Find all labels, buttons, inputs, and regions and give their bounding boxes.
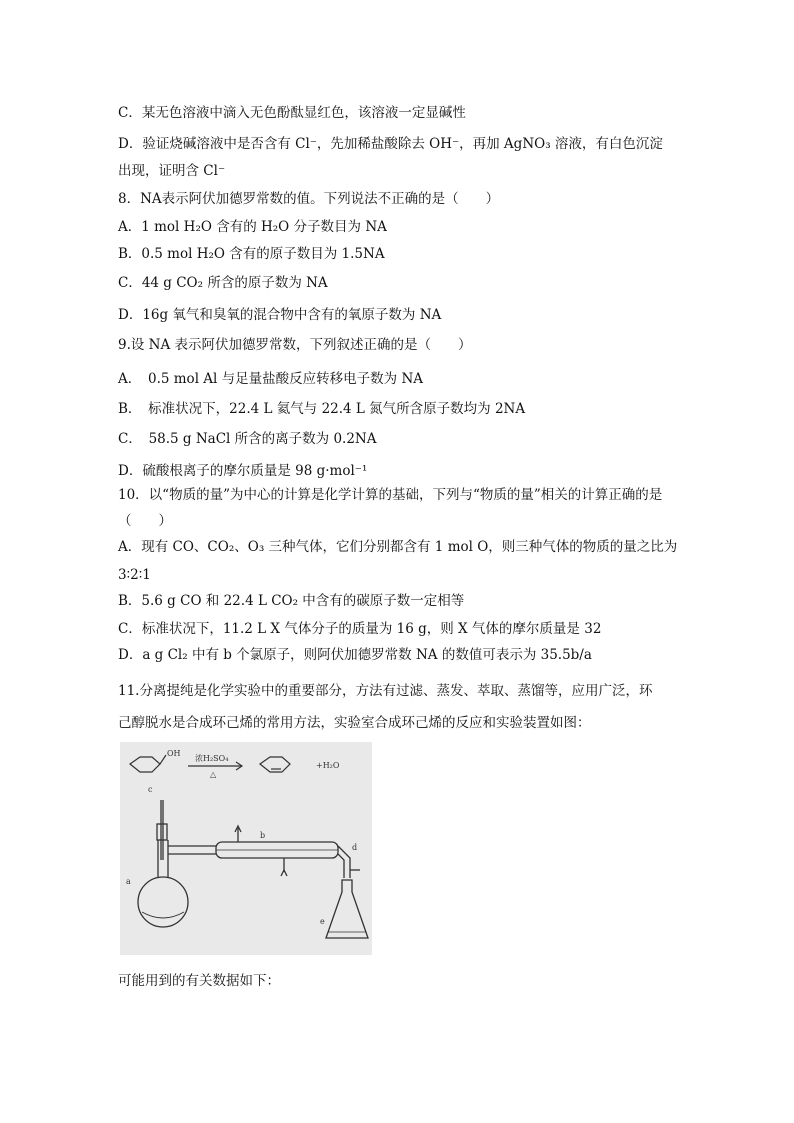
water-label: +H₂O — [316, 761, 340, 770]
question-9-option-d: D．硫酸根离子的摩尔质量是 98 g·mol⁻¹ — [118, 463, 368, 479]
question-8: 8．NA表示阿伏加德罗常数的值。下列说法不正确的是（ ） — [118, 191, 500, 207]
heat-label: △ — [210, 770, 217, 779]
label-c: c — [148, 785, 153, 794]
question-8-option-c: C．44 g CO₂ 所含的原子数为 NA — [118, 275, 328, 291]
label-d: d — [352, 843, 358, 852]
round-flask — [138, 877, 188, 927]
cyclohexene-ring — [260, 757, 290, 772]
label-b: b — [260, 831, 266, 840]
question-8-option-b: B．0.5 mol H₂O 含有的原子数目为 1.5NA — [118, 246, 385, 262]
question-8-option-a: A．1 mol H₂O 含有的 H₂O 分子数目为 NA — [118, 219, 387, 235]
question-11-line1: 11.分离提纯是化学实验中的重要部分，方法有过滤、蒸发、萃取、蒸馏等，应用广泛，环 — [118, 683, 653, 699]
question-10-option-d: D．a g Cl₂ 中有 b 个氯原子，则阿伏加德罗常数 NA 的数值可表示为 35.5b/a — [118, 647, 592, 663]
label-a: a — [126, 877, 131, 886]
option-d-prev-line1: D．验证烧碱溶液中是否含有 Cl⁻，先加稀盐酸除去 OH⁻，再加 AgNO₃ 溶液，有白色沉淀 — [118, 136, 663, 152]
question-9-option-c: C． 58.5 g NaCl 所含的离子数为 0.2NA — [118, 431, 377, 447]
label-e: e — [320, 917, 325, 926]
data-intro: 可能用到的有关数据如下： — [118, 973, 280, 989]
distillation-apparatus-figure — [120, 742, 372, 955]
cyclohexanol-ring — [130, 757, 160, 772]
question-9-option-a: A． 0.5 mol Al 与足量盐酸反应转移电子数为 NA — [118, 371, 424, 387]
question-9: 9.设 NA 表示阿伏加德罗常数，下列叙述正确的是（ ） — [118, 337, 472, 353]
question-10-option-a-line2: 3∶2∶1 — [118, 567, 151, 583]
option-c-prev: C．某无色溶液中滴入无色酚酞显红色，该溶液一定显碱性 — [118, 105, 466, 121]
question-10-option-c: C．标准状况下，11.2 L X 气体分子的质量为 16 g，则 X 气体的摩尔质量是 32 — [118, 621, 602, 637]
conical-flask — [326, 880, 368, 938]
question-9-option-b: B． 标准状况下，22.4 L 氦气与 22.4 L 氮气所含原子数均为 2NA — [118, 401, 526, 417]
question-10-option-a-line1: A．现有 CO、CO₂、O₃ 三种气体，它们分别都含有 1 mol O，则三种气体的物质的量之比为 — [118, 539, 678, 555]
reagent-label: 浓H₂SO₄ — [195, 754, 229, 763]
question-8-option-d: D．16g 氧气和臭氧的混合物中含有的氧原子数为 NA — [118, 307, 442, 323]
question-10-option-b: B．5.6 g CO 和 22.4 L CO₂ 中含有的碳原子数一定相等 — [118, 593, 465, 609]
apparatus — [138, 800, 368, 938]
question-10-line1: 10．以“物质的量”为中心的计算是化学计算的基础，下列与“物质的量”相关的计算正确的是 — [118, 487, 663, 503]
question-11-line2: 己醇脱水是合成环己烯的常用方法，实验室合成环己烯的反应和实验装置如图： — [118, 715, 591, 731]
option-d-prev-line2: 出现，证明含 Cl⁻ — [118, 163, 226, 179]
oh-label: OH — [167, 749, 181, 758]
question-10-line2: （ ） — [118, 513, 172, 529]
